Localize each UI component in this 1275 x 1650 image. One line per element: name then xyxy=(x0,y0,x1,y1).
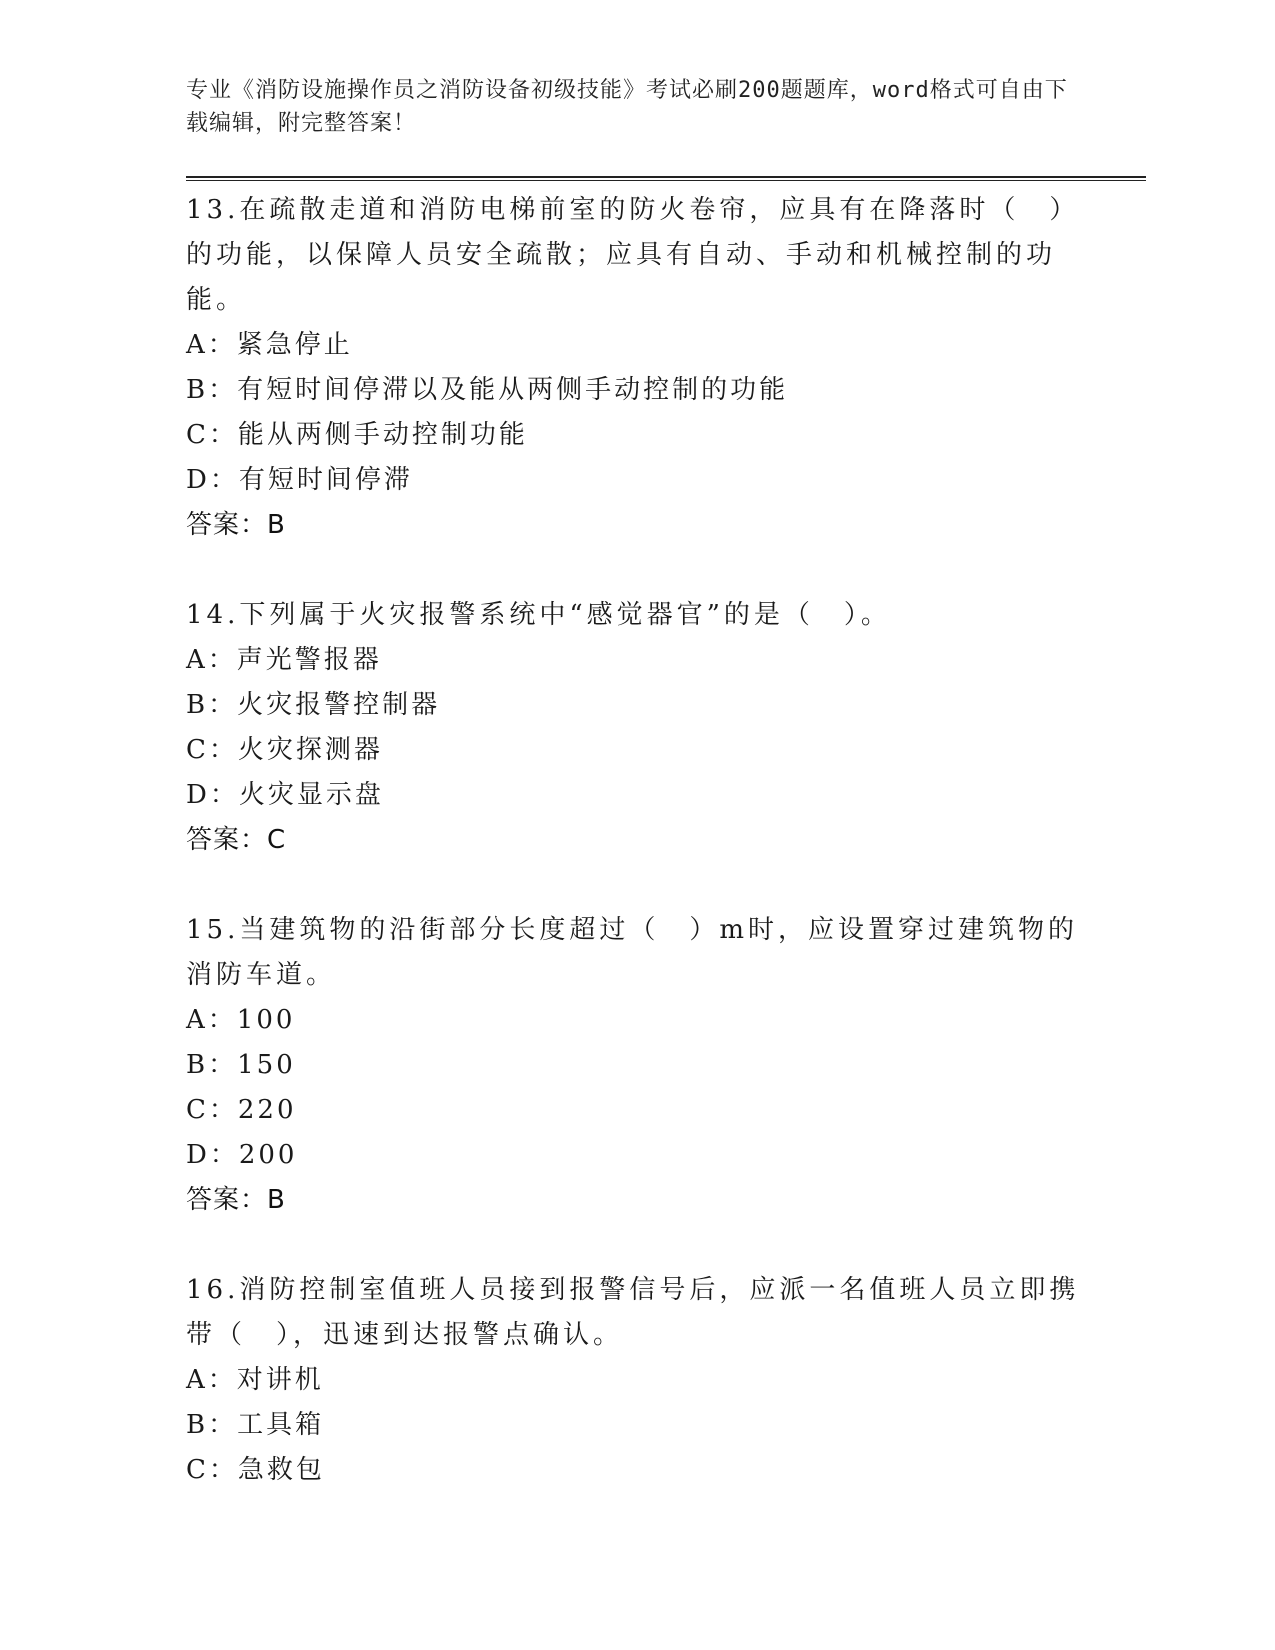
question-15 xyxy=(186,908,1086,1223)
answer: 答案：C xyxy=(186,825,287,855)
option-a: A：对讲机 xyxy=(186,1365,324,1395)
header-divider xyxy=(186,176,1146,181)
question-stem: 13.在疏散走道和消防电梯前室的防火卷帘，应具有在降落时（ ）的功能，以保障人员安全疏散；应具有自动、手动和机械控制的功能。 xyxy=(186,195,1080,315)
option-a: A：100 xyxy=(186,1005,296,1035)
option-a: A：紧急停止 xyxy=(186,330,353,360)
option-d: D：200 xyxy=(186,1140,298,1170)
option-a: A：声光警报器 xyxy=(186,645,382,675)
question-13 xyxy=(186,188,1086,548)
option-b: B：有短时间停滞以及能从两侧手动控制的功能 xyxy=(186,375,789,405)
option-c: C：火灾探测器 xyxy=(186,735,383,765)
option-c: C：急救包 xyxy=(186,1455,325,1485)
question-stem: 15.当建筑物的沿街部分长度超过（ ）m时，应设置穿过建筑物的消防车道。 xyxy=(186,915,1079,990)
answer: 答案：B xyxy=(186,510,286,540)
answer: 答案：B xyxy=(186,1185,286,1215)
question-stem: 16.消防控制室值班人员接到报警信号后，应派一名值班人员立即携带（ ），迅速到达报警点确认。 xyxy=(186,1275,1080,1350)
question-list xyxy=(186,188,1086,1538)
option-b: B：工具箱 xyxy=(186,1410,325,1440)
question-stem: 14.下列属于火灾报警系统中“感觉器官”的是（ ）。 xyxy=(186,600,891,630)
option-d: D：火灾显示盘 xyxy=(186,780,384,810)
question-14 xyxy=(186,593,1086,863)
question-16 xyxy=(186,1268,1086,1493)
option-c: C：能从两侧手动控制功能 xyxy=(186,420,528,450)
option-b: B：150 xyxy=(186,1050,296,1080)
document-header: 专业《消防设施操作员之消防设备初级技能》考试必刷200题题库，word格式可自由下载编辑，附完整答案！ xyxy=(186,78,1068,136)
option-d: D：有短时间停滞 xyxy=(186,465,413,495)
option-c: C：220 xyxy=(186,1095,297,1125)
option-b: B：火灾报警控制器 xyxy=(186,690,441,720)
